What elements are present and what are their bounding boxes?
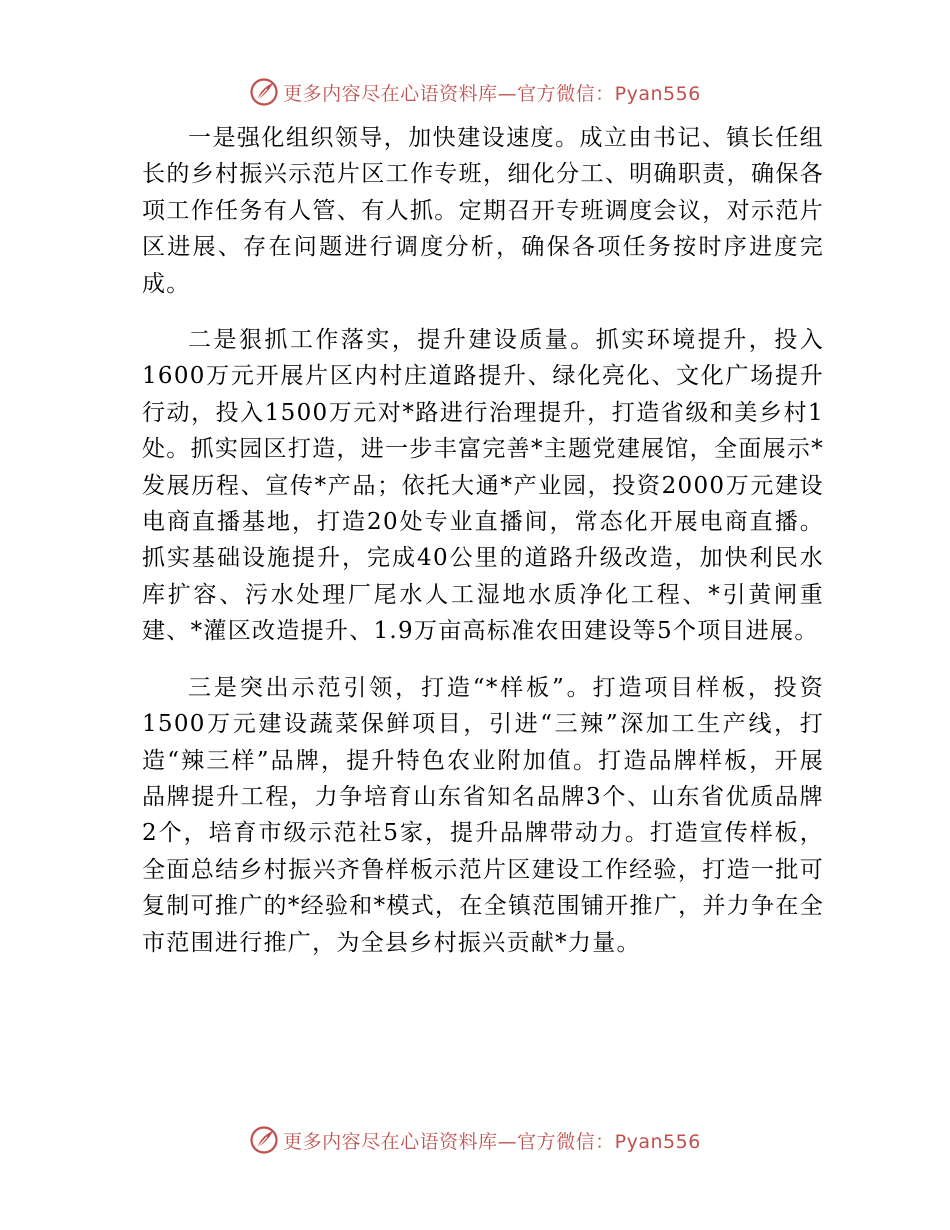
- header-banner-text: 更多内容尽在心语资料库—官方微信：Pyan556: [283, 82, 701, 105]
- footer-banner: [0, 1122, 950, 1158]
- paragraph-organization: 一是强化组织领导，加快建设速度。成立由书记、镇长任组长的乡村振兴示范片区工作专班，细化分工、明确职责，确保各项工作任务有人管、有人抓。定期召开专班调度会议，对示范片区进展、存在问题进行调度分析，确保各项任务按时序进度完成。: [142, 125, 824, 297]
- paragraph-implementation: 二是狠抓工作落实，提升建设质量。抓实环境提升，投入1600万元开展片区内村庄道路提升、绿化亮化、文化广场提升行动，投入1500万元对*路进行治理提升，打造省级和美乡村1处。抓实园区打造，进一步丰富完善*主题党建展馆，全面展示*发展历程、宣传*产品；依托大通*产业园，投资2000万元建设电商直播基地，打造20处专业直播间，常态化开展电商直播。抓实基础设施提升，完成40公里的道路升级改造，加快利民水库扩容、污水处理厂尾水人工湿地水质净化工程、*引黄闸重建、*灌区改造提升、1.9万亩高标准农田建设等5个项目进展。: [142, 327, 824, 645]
- footer-banner-text: 更多内容尽在心语资料库—官方微信：Pyan556: [283, 1130, 701, 1153]
- document-body: [142, 120, 824, 961]
- paragraph-demonstration: 三是突出示范引领，打造“*样板”。打造项目样板，投资1500万元建设蔬菜保鲜项目，引进“三辣”深加工生产线，打造“辣三样”品牌，提升特色农业附加值。打造品牌样板，开展品牌提升工程，力争培育山东省知名品牌3个、山东省优质品牌2个，培育市级示范社5家，提升品牌带动力。打造宣传样板，全面总结乡村振兴齐鲁样板示范片区建设工作经验，打造一批可复制可推广的*经验和*模式，在全镇范围铺开推广，并力争在全市范围进行推广，为全县乡村振兴贡献*力量。: [142, 674, 824, 956]
- header-banner: [0, 74, 950, 110]
- feather-pen-logo-icon: [249, 77, 279, 107]
- feather-pen-logo-icon: [249, 1125, 279, 1155]
